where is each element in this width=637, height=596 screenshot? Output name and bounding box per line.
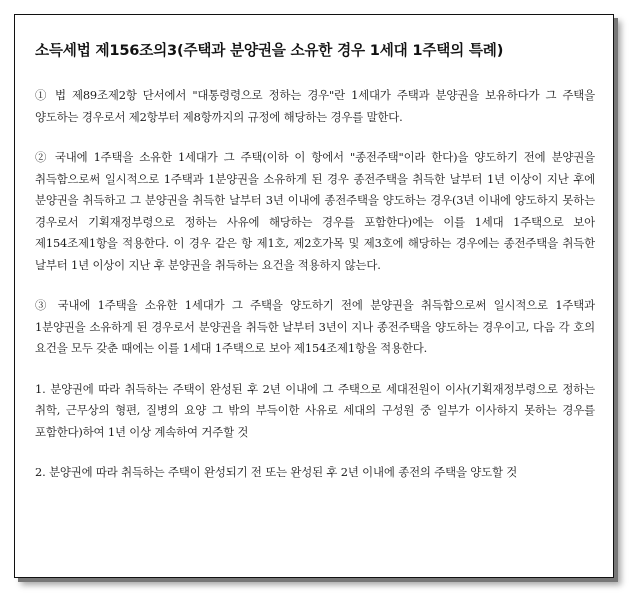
document-title: 소득세법 제156조의3(주택과 분양권을 소유한 경우 1세대 1주택의 특례) (35, 42, 504, 59)
document-frame (14, 14, 614, 578)
paragraph-1: ① 법 제89조제2항 단서에서 "대통령령으로 정하는 경우"란 1세대가 주택과 분양권을 보유하다가 그 주택을 양도하는 경우로서 제2항부터 제8항까지의 규정에 해당하는 경우를 말한다. (35, 88, 595, 124)
list-item-1: 1. 분양권에 따라 취득하는 주택이 완성된 후 2년 이내에 그 주택으로 세대전원이 이사(기획재정부령으로 정하는 취학, 근무상의 형편, 질병의 요양 그 밖의 부득이한 사유로 세대의 구성원 중 일부가 이사하지 못하는 경우를 포함한다)하여 1년 이상 계속하여 거주할 것 (35, 381, 595, 439)
paragraph-3: ③ 국내에 1주택을 소유한 1세대가 그 주택을 양도하기 전에 분양권을 취득함으로써 일시적으로 1주택과 1분양권을 소유하게 된 경우로서 분양권을 취득한 날부터 3년이 지나 종전주택을 양도하는 경우이고, 다음 각 호의 요건을 모두 갖춘 때에는 이를 1세대 1주택으로 보아 제154조제1항을 적용한다. (35, 298, 595, 355)
list-item-2: 2. 분양권에 따라 취득하는 주택이 완성되기 전 또는 완성된 후 2년 이내에 종전의 주택을 양도할 것 (35, 465, 518, 479)
paragraph-2: ② 국내에 1주택을 소유한 1세대가 그 주택(이하 이 항에서 "종전주택"이라 한다)을 양도하기 전에 분양권을 취득함으로써 일시적으로 1주택과 1분양권을 소유하게 된 경우 종전주택을 취득한 날부터 1년 이상이 지난 후에 분양권을 취득하고 그 분양권을 취득한 날부터 3년 이내에 종전주택을 양도하는 경우(3년 이내에 양도하지 못하는 경우로서 기획재정부령으로 정하는 사유에 해당하는 경우를 포함한다)에는 이를 1세대 1주택으로 보아 제154조제1항을 적용한다. 이 경우 같은 항 제1호, 제2호가목 및 제3호에 해당하는 경우에는 종전주택을 취득한 날부터 1년 이상이 지난 후 분양권을 취득하는 요건을 적용하지 않는다. (35, 150, 595, 272)
